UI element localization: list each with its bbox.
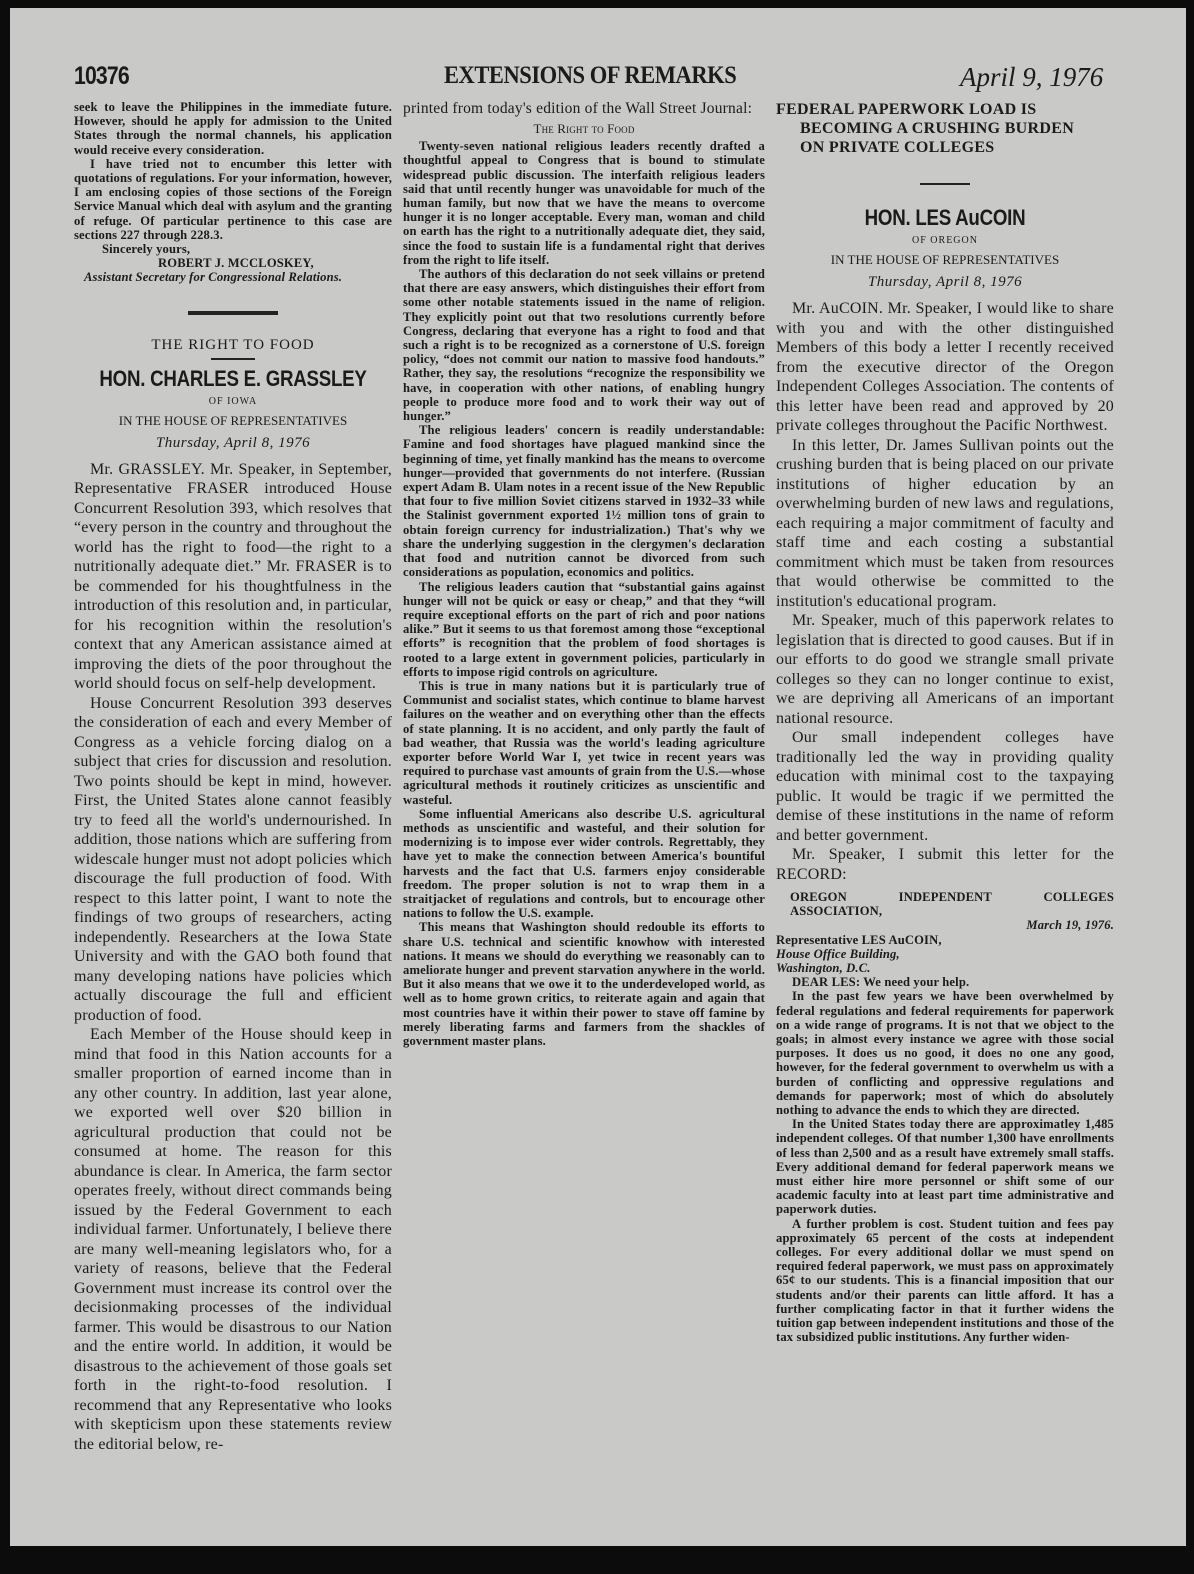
speaker-state: OF IOWA [208,395,258,407]
addressee: Representative LES AuCOIN, [776,932,942,947]
remarks-date: Thursday, April 8, 1976 [155,434,311,451]
paragraph: Mr. Speaker, I submit this letter for the RECORD: [776,846,1114,883]
column-2 [403,100,765,1048]
divider [211,358,255,360]
running-head: EXTENSIONS OF REMARKS [444,62,737,89]
paragraph: The religious leaders caution that “substantial gains against hunger will not be quick or easy or cheap,” and that they “will require exceptional efforts on the part of rich and poor nations alike.” But it seems to us that foremost among those “exceptional efforts” is recognition that the problem of food shortages is rooted to a large extent in government policies, particularly in efforts to impose rigid controls on agriculture. [403,579,765,679]
paragraph: In the United States today there are approximatley 1,485 independent colleges. Of that number 1,300 have enrollments of less than 2,500 and as a result have extremely small staffs. Every additional demand for federal paperwork means we must either hire more personnel or shift some of our academic faculty into at least part time administrative and paperwork duties. [776,1117,1114,1217]
paragraph: seek to leave the Philippines in the immediate future. However, should he apply for admission to the United States through the normal channels, his application would receive every consideration. [74,100,392,157]
paragraph: In the past few years we have been overwhelmed by federal regulations and federal requirements for paperwork on a wide range of programs. It is not that we object to the goals; in almost every instance we agree with those social purposes. It does us no good, it does no one any good, however, for the federal government to overwhelm us with a burden of conflicting and oppressive regulations and demands for paperwork; most of which do absolutely nothing to advance the ends to which they are directed. [776,989,1114,1118]
paragraph: Our small independent colleges have traditionally led the way in providing quality education with minimal cost to the taxpaying public. It would be tragic if we permitted the demise of these institutions in the name of reform and better government. [776,729,1114,844]
address-line: Washington, D.C. [776,961,871,976]
title-line: FEDERAL PAPERWORK LOAD IS [776,101,1037,118]
closing: Sincerely yours, [102,242,191,257]
paragraph: Mr. Speaker, much of this paperwork relates to legislation that is directed to good causes. But if in our efforts to do good we strangle small private colleges so they can no longer continue to exist, we are depriving all Americans of an important national resource. [776,612,1114,727]
paragraph: I have tried not to encumber this letter with quotations of regulations. For your information, however, I am enclosing copies of those sections of the Foreign Service Manual which deal with asylum and the granting of refuge. Of particular pertinence to this case are sections 227 through 228.3. [74,156,392,242]
paragraph: This means that Washington should redouble its efforts to share U.S. technical and scientific knowhow with interested nations. It means we should do everything we reasonably can to ameliorate hunger and prevent starvation anywhere in the world. But it also means that we owe it to the underdeveloped world, as well as to home grown critics, to reiterate again and again that most countries have it within their power to stave off famine by merely liberating farms and farmers from the shackles of government master plans. [403,920,765,1048]
signer: ROBERT J. MCCLOSKEY, [158,256,314,271]
speaker-name: HON. CHARLES E. GRASSLEY [99,365,367,391]
editorial-title: The Right to Food [533,121,635,136]
section-title: THE RIGHT TO FOOD [151,336,315,353]
paragraph: This is true in many nations but it is particularly true of Communist and socialist states, which continue to blame harvest failures on the weather and on everything other than the effects of state planning. It is no accident, and only partly the fault of bad weather, that Russia was the world's leading agriculture exporter before World War I, yet twice in recent years was required to purchase vast amounts of grain from the U.S.—whose agricultural methods it routinely criticizes as unscientific and wasteful. [403,678,765,807]
paragraph: Mr. AuCOIN. Mr. Speaker, I would like to share with you and with the other distinguished Members of this body a letter I recently received from the executive director of the Oregon Independent Colleges Association. The contents of this letter have been read and approved by 20 private colleges throughout the Pacific Northwest. [776,300,1114,434]
paragraph: Twenty-seven national religious leaders recently drafted a thoughtful appeal to Congress that is bound to stimulate widespread public discussion. The interfaith religious leaders said that until recently hunger was unavoidable for much of the human family, but now that we have the means to overcome hunger it is no longer acceptable. Every man, woman and child on earth has the right to a nutritionally adequate diet, they said, since the food to sustain life is a fundamental right that derives from the right to life itself. [403,139,765,267]
remarks-date: Thursday, April 8, 1976 [867,274,1023,290]
divider [920,183,970,185]
column-3 [776,100,1114,1345]
letterhead: OREGON INDEPENDENT COLLEGES ASSOCIATION, [790,890,1114,919]
paragraph: The religious leaders' concern is readily understandable: Famine and food shortages have plagued mankind since the beginning of time, yet finally mankind has the means to overcome hunger—provided that governments do not interfere. (Russian expert Adam B. Ulam notes in a recent issue of the New Republic that four to five million Soviet citizens starved in 1932–33 while the Stalinist government exported 1½ million tons of grain to obtain foreign currency for industrialization.) That's why we share the underlying suggestion in the clergymen's declaration that food and nutrition cannot be divorced from such considerations as population, economics and politics. [403,423,765,580]
speaker-state: OF OREGON [912,235,978,246]
page-number: 10376 [74,62,129,90]
paragraph: Each Member of the House should keep in mind that food in this Nation accounts for a smaller proportion of earned income than in any other country. In addition, last year alone, we exported well over $20 billion in agricultural production that could not be consumed at home. The reason for this abundance is clear. In America, the farm sector operates freely, without direct commands being issued by the Federal Government to each individual farmer. Unfortunately, I believe there are many well-meaning legislators who, for a variety of reasons, believe that the Federal Government must increase its control over the decisionmaking processes of the individual farmer. This would be disastrous to our Nation and the entire world. In addition, it would be disastrous to the achievement of those goals set forth in the right-to-food resolution. I recommend that any Representative who looks with skepticism upon these statements review the editorial below, re- [74,1026,392,1453]
paragraph: Mr. GRASSLEY. Mr. Speaker, in September, Representative FRASER introduced House Concurrent Resolution 393, which resolves that “every person in the country and throughout the world has the right to food—the right to a nutritionally adequate diet.” Mr. FRASER is to be commended for his thoughtfulness in the introduction of this resolution and, in particular, for his recognition within the resolution's context that any American assistance aimed at improving the diets of the poor throughout the world should focus on self-help development. [74,460,392,693]
section-title [776,100,1114,157]
paragraph: Some influential Americans also describe U.S. agricultural methods as unscientific and wasteful, and their solution for modernizing is to impose ever wider controls. Regrettably, they have yet to make the connection between America's bountiful harvests and the fact that U.S. farmers enjoy considerable freedom. The proper solution is not to wrap them in a straitjacket of regulations and controls, but to encourage other nations to follow the U.S. example. [403,806,765,921]
salutation: DEAR LES: We need your help. [792,975,970,990]
title-line: ON PRIVATE COLLEGES [800,139,995,156]
divider [188,311,278,315]
paragraph: The authors of this declaration do not seek villains or pretend that there are easy answers, which distinguishes their effort from some other notable statements issued in the name of religion. They explicitly point out that two resolutions currently before Congress, declaring that everyone has a right to food and that such a right is to be recognized as a cornerstone of U.S. foreign policy, “does not commit our nation to massive food handouts.” Rather, they say, the resolutions “recognize the responsibility we have, in cooperation with other nations, of enabling hungry people to produce more food and to work their way out of hunger.” [403,267,765,424]
signer-title: Assistant Secretary for Congressional Relations. [84,270,343,285]
column-1 [74,100,392,1454]
paragraph: In this letter, Dr. James Sullivan points out the crushing burden that is being placed on our private institutions of higher education by an overwhelming burden of new laws and regulations, each requiring a major commitment of faculty and staff time and each costing a substantial commitment which must be taken from resources that would otherwise be committed to the institution's educational program. [776,436,1114,610]
letter-date: March 19, 1976. [1026,918,1114,933]
chamber: IN THE HOUSE OF REPRESENTATIVES [830,252,1060,267]
issue-date: April 9, 1976 [960,62,1104,92]
chamber: IN THE HOUSE OF REPRESENTATIVES [118,412,348,428]
address-line: House Office Building, [776,946,900,961]
speaker-name: HON. LES AuCOIN [864,205,1026,230]
paragraph: A further problem is cost. Student tuition and fees pay approximately 65 percent of the costs at independent colleges. For every additional dollar we must spend on required federal paperwork, we must pass on approximately 65¢ to our students. This is a financial imposition that our students and/or their parents can little afford. It has a further complicating factor in that it further widens the tuition gap between independent institutions and those of the tax subsidized public institutions. Any further widen- [776,1216,1114,1345]
title-line: BECOMING A CRUSHING BURDEN [800,120,1075,137]
paragraph: House Concurrent Resolution 393 deserves the consideration of each and every Member of Congress as a vehicle forcing dialog on a subject that cries for discussion and resolution. Two points should be kept in mind, however. First, the United States alone cannot feasibly try to feed all the world's undernourished. In addition, those nations which are suffering from widescale hunger must not adopt policies which discourage the full production of food. With respect to this latter point, I want to note the findings of two groups of researchers, acting independently. Researchers at the Iowa State University and with the GAO both found that many developing nations have policies which actually discourage the full and efficient production of food. [74,694,392,1024]
paragraph: printed from today's edition of the Wall Street Journal: [403,100,753,117]
